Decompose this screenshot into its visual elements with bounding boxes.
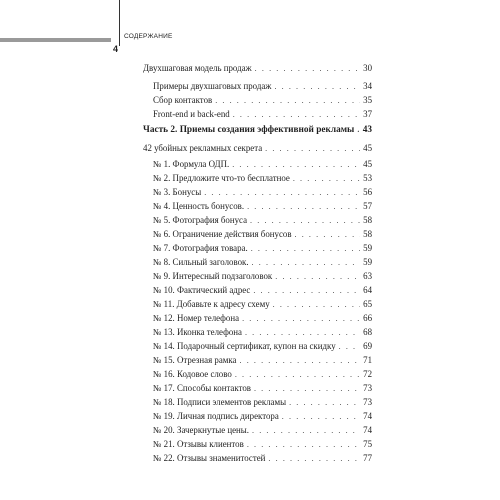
toc-leader-dots <box>251 243 360 255</box>
toc-entry <box>143 142 372 155</box>
toc-entry <box>153 186 372 199</box>
section-title: СОДЕРЖАНИЕ <box>124 33 173 40</box>
toc-leader-dots <box>282 411 360 423</box>
toc-entry-title: Front-end и back-end <box>153 109 230 119</box>
toc-entry-title: № 15. Отрезная рамка <box>153 355 237 365</box>
toc-entry-page: 66 <box>363 313 372 323</box>
toc-leader-dots <box>273 299 360 311</box>
toc-entry <box>153 214 372 227</box>
toc-entry <box>153 284 372 297</box>
toc-entry-page: 34 <box>363 81 372 91</box>
toc-leader-dots <box>293 173 360 185</box>
toc-entry-page: 58 <box>363 215 372 225</box>
toc-entry-title: № 18. Подписи элементов рекламы <box>153 397 287 407</box>
toc-leader-dots <box>240 355 361 367</box>
toc-entry <box>153 200 372 213</box>
toc-entry-page: 37 <box>363 109 372 119</box>
toc-entry-title: № 14. Подарочный сертификат, купон на скидку <box>153 341 336 351</box>
toc-entry-title: Сбор контактов <box>153 95 213 105</box>
toc-entry-page: 53 <box>363 173 372 183</box>
toc-leader-dots <box>255 63 360 75</box>
header-gray-bar <box>0 38 111 42</box>
toc-entry-page: 69 <box>363 341 372 351</box>
toc-entry-title: Примеры двухшаговых продаж <box>153 81 272 91</box>
toc-entry <box>153 354 372 367</box>
toc-entry <box>153 438 372 451</box>
toc-entry <box>153 158 372 171</box>
toc-leader-dots <box>274 81 360 93</box>
toc-entry-title: № 13. Иконка телефона <box>153 327 242 337</box>
toc-entry <box>153 80 372 93</box>
toc-entry-title: № 10. Фактический адрес <box>153 285 251 295</box>
page-number: 4 <box>113 44 119 54</box>
toc-entry-title: № 7. Фотография товара. <box>153 243 248 253</box>
toc-leader-dots <box>289 397 360 409</box>
toc-entry-page: 65 <box>363 299 372 309</box>
toc-entry-page: 68 <box>363 327 372 337</box>
toc-entry-title: № 3. Бонусы <box>153 187 202 197</box>
toc-entry-title: № 12. Номер телефона <box>153 313 240 323</box>
toc-entry <box>153 94 372 107</box>
toc-leader-dots <box>252 425 360 437</box>
toc-entry-page: 71 <box>363 355 372 365</box>
toc-entry-page: 30 <box>363 63 372 73</box>
toc-entry-page: 59 <box>363 257 372 267</box>
toc-entry-title: № 17. Способы контактов <box>153 383 251 393</box>
toc-entry-page: 58 <box>363 229 372 239</box>
toc-entry <box>153 228 372 241</box>
toc-entry-title: Часть 2. Приемы создания эффективной рекламы <box>143 125 355 135</box>
toc-entry-page: 73 <box>363 397 372 407</box>
toc-entry-title: Двухшаговая модель продаж <box>143 63 252 73</box>
toc-leader-dots <box>295 229 360 241</box>
toc-entry-title: № 8. Сильный заголовок. <box>153 257 249 267</box>
toc-entry-title: № 22. Отзывы знаменитостей <box>153 453 266 463</box>
toc-entry-page: 43 <box>362 125 372 135</box>
toc-entry-page: 35 <box>363 95 372 105</box>
toc-entry-title: № 9. Интересный подзаголовок <box>153 271 273 281</box>
toc-leader-dots <box>254 383 360 395</box>
toc-leader-dots <box>242 313 360 325</box>
toc-leader-dots <box>215 95 360 107</box>
toc-entry-page: 45 <box>363 159 372 169</box>
toc-entry <box>143 62 372 75</box>
toc-entry-page: 56 <box>363 187 372 197</box>
toc-entry-page: 57 <box>363 201 372 211</box>
toc-leader-dots <box>253 285 360 297</box>
toc-leader-dots <box>252 257 360 269</box>
toc-leader-dots <box>233 109 360 121</box>
toc-entry-title: № 19. Личная подпись директора <box>153 411 279 421</box>
toc-entry <box>153 326 372 339</box>
toc-entry-title: 42 убойных рекламных секрета <box>143 143 263 153</box>
toc-entry-page: 75 <box>363 439 372 449</box>
toc-entry-page: 64 <box>363 285 372 295</box>
toc-entry-title: № 1. Формула ОДП. <box>153 159 230 169</box>
toc-entry-page: 74 <box>363 411 372 421</box>
toc-entry <box>153 410 372 423</box>
toc-leader-dots <box>245 327 360 339</box>
toc-entry <box>153 368 372 381</box>
toc-entry-page: 77 <box>363 453 372 463</box>
toc-leader-dots <box>250 215 360 227</box>
toc-leader-dots <box>247 201 360 213</box>
toc-entry-page: 63 <box>363 271 372 281</box>
toc-leader-dots <box>235 369 360 381</box>
toc-entry-page: 72 <box>363 369 372 379</box>
toc-entry <box>153 298 372 311</box>
toc-entry-title: № 5. Фотография бонуса <box>153 215 248 225</box>
toc-entry <box>153 172 372 185</box>
toc-entry-title: № 20. Зачеркнутые цены. <box>153 425 249 435</box>
toc-leader-dots <box>265 143 360 155</box>
toc-entry <box>153 452 372 465</box>
toc-entry-title: № 2. Предложите что-то бесплатное <box>153 173 290 183</box>
toc-entry <box>153 340 372 353</box>
toc-entry <box>153 256 372 269</box>
toc-leader-dots <box>275 271 360 283</box>
toc-entry-page: 73 <box>363 383 372 393</box>
toc-leader-dots <box>232 159 360 171</box>
toc-entry-title: № 16. Кодовое слово <box>153 369 232 379</box>
toc-entry-title: № 11. Добавьте к адресу схему <box>153 299 270 309</box>
toc-entry-title: № 21. Отзывы клиентов <box>153 439 244 449</box>
toc-leader-dots <box>268 453 360 465</box>
toc-leader-dots <box>204 187 360 199</box>
toc-entry <box>153 108 372 121</box>
toc-entry <box>153 312 372 325</box>
toc-entry <box>153 270 372 283</box>
toc-entry <box>153 242 372 255</box>
toc-leader-dots <box>357 124 359 136</box>
toc-entry-page: 59 <box>363 243 372 253</box>
toc-leader-dots <box>339 341 360 353</box>
toc-entry <box>153 396 372 409</box>
toc-leader-dots <box>247 439 360 451</box>
toc-entry-title: № 6. Ограничение действия бонусов <box>153 229 292 239</box>
toc-entry-page: 45 <box>363 143 372 153</box>
toc-entry-page: 74 <box>363 425 372 435</box>
header-divider-line <box>119 0 120 46</box>
toc-entry <box>153 382 372 395</box>
toc-entry-title: № 4. Ценность бонусов. <box>153 201 245 211</box>
toc-entry <box>153 424 372 437</box>
toc-part-heading <box>143 124 372 136</box>
